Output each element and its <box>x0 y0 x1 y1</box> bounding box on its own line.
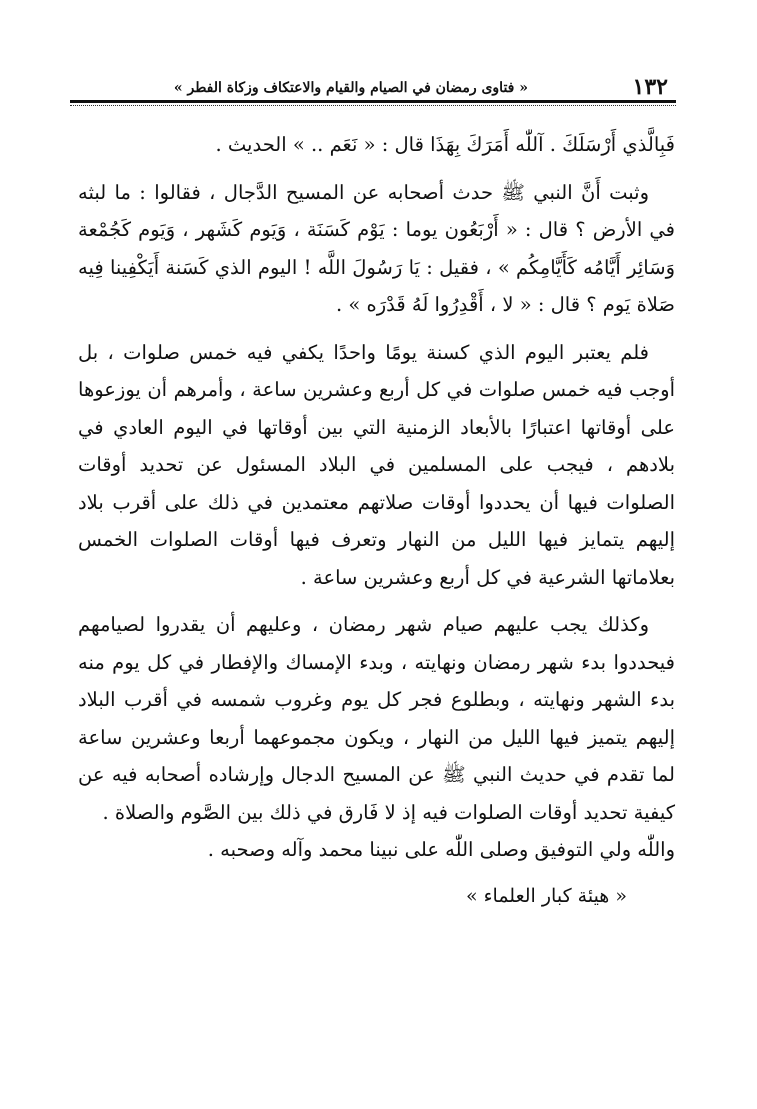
signature: « هيئة كبار العلماء » <box>465 884 627 907</box>
paragraph-prayer-times: فلم يعتبر اليوم الذي كسنة يومًا واحدًا يكفي فيه خمس صلوات ، بل أوجب فيه خمس صلوات في كل أربع وعشرين ساعة ، وأمرهم أن يوزعوها على أوقاتها اعتبارًا بالأبعاد الزمنية التي بين أوقاتها في اليوم العادي في بلادهم ، فيجب على المسلمين في البلاد المسئول عن تحديد أوقات الصلوات فيها أن يحددوا أوقات صلاتهم معتمدين في ذلك على أقرب بلاد إليهم يتمايز فيها الليل من النهار وتعرف فيها أوقات الصلوات الخمس بعلاماتها الشرعية في كل أربع وعشرين ساعة . <box>78 340 675 589</box>
paragraph-dajjal-hadith: وثبت أَنَّ النبي ﷺ حدث أصحابه عن المسيح الدَّجال ، فقالوا : ما لبثه في الأرض ؟ قال : « أَرْبَعُون يوما : يَوْم كَسَنَة ، وَيَوم كَشَهر ، وَيَوم كَجُمْعة وَسَائِر أَيَّامُه كَأَيَّامِكُم » ، فقيل : يَا رَسُولَ اللَّه ! اليوم الذي كَسَنة أَيَكْفِينا فِيه صَلاة يَوم ؟ قال : « لا ، أَقْدِرُوا لَهُ قَدْرَه » . <box>78 180 675 316</box>
page-number: ١٣٢ <box>632 74 668 100</box>
paragraph-closing: واللّٰه ولي التوفيق وصلى اللّٰه على نبينا محمد وآله وصحبه . <box>207 838 675 861</box>
page-header <box>78 74 668 102</box>
header-rule <box>70 100 676 103</box>
page-body <box>78 126 675 913</box>
header-dotted-rule <box>70 105 676 106</box>
running-title: « فتاوى رمضان في الصيام والقيام والاعتكاف وزكاة الفطر » <box>173 80 528 96</box>
paragraph-fasting: وكذلك يجب عليهم صيام شهر رمضان ، وعليهم أن يقدروا لصيامهم فيحددوا بدء شهر رمضان ونهايته ، وبدء الإمساك والإفطار في كل يوم منه بدء الشهر ونهايته ، وبطلوع فجر كل يوم وغروب شمسه في أقرب البلاد إليهم يتميز فيها الليل من النهار ، ويكون مجموعهما أربعا وعشرين ساعة لما تقدم في حديث النبي ﷺ عن المسيح الدجال وإرشاده أصحابه فيه عن كيفية تحديد أوقات الصلوات فيه إذ لا فَارق في ذلك بين الصَّوم والصلاة . <box>78 613 675 824</box>
paragraph-hadith-ending: فَبِالَّذي أَرْسَلَكَ . آللّٰه أَمَرَكَ بِهَذَا قال : « نَعَم .. » الحديث . <box>215 133 675 156</box>
